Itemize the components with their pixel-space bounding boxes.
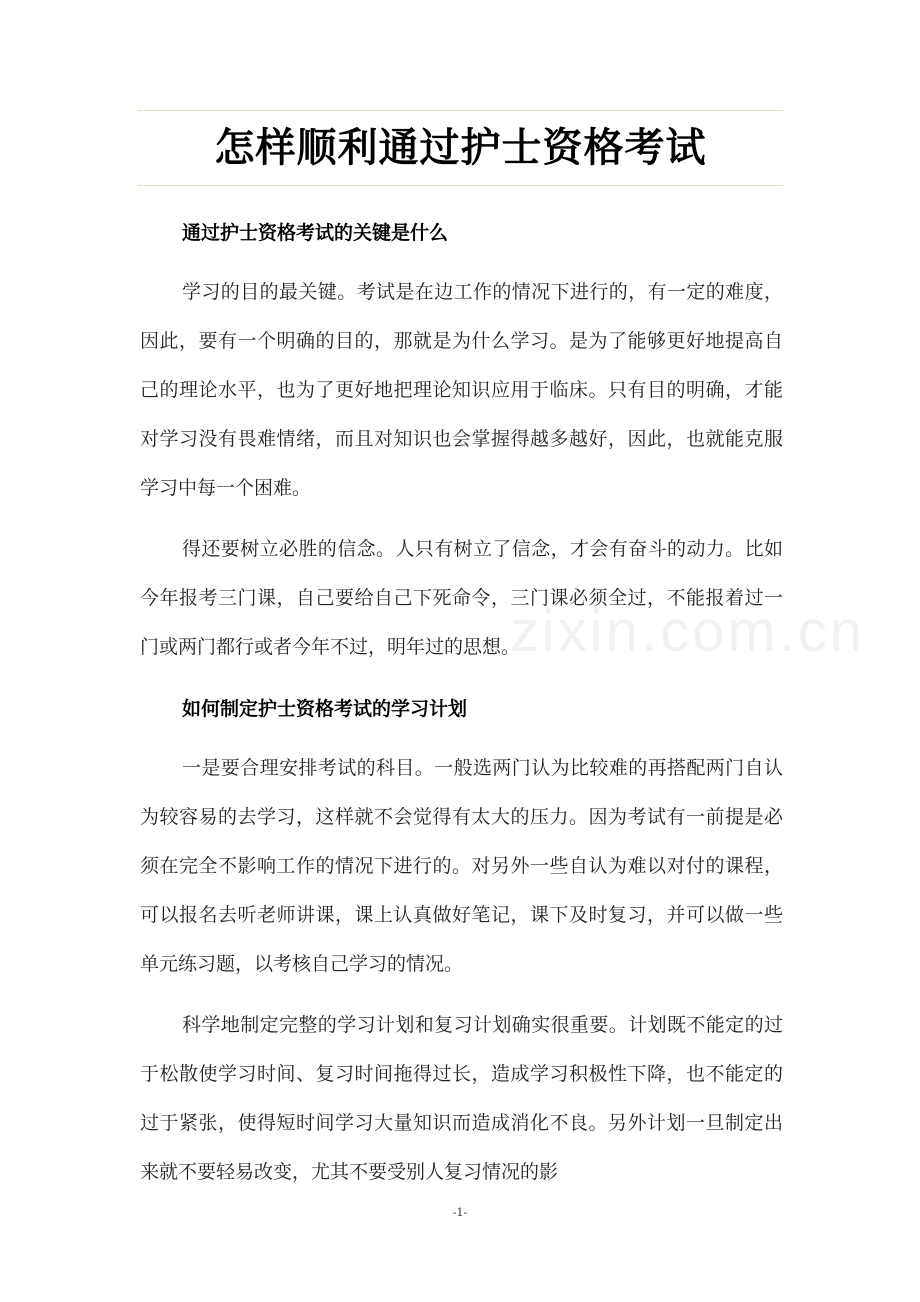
watermark: zixin.com.cn bbox=[510, 599, 866, 664]
paragraph: 学习的目的最关键。考试是在边工作的情况下进行的，有一定的难度，因此，要有一个明确的目的，那就是为什么学习。是为了能够更好地提高自己的理论水平，也为了更好地把理论知识应用于临床。只有目的明确，才能对学习没有畏难情绪，而且对知识也会掌握得越多越好，因此，也就能克服学习中每一个困难。 bbox=[140, 281, 783, 499]
paragraph: 一是要合理安排考试的科目。一般选两门认为比较难的再搭配两门自认为较容易的去学习，这样就不会觉得有太大的压力。因为考试有一前提是必须在完全不影响工作的情况下进行的。对另外一些自认为难以对付的课程，可以报名去听老师讲课，课上认真做好笔记，课下及时复习，并可以做一些单元练习题，以考核自己学习的情况。 bbox=[140, 757, 783, 975]
document-body bbox=[140, 208, 783, 1209]
paragraph: 得还要树立必胜的信念。人只有树立了信念，才会有奋斗的动力。比如今年报考三门课，自己要给自己下死命令，三门课必须全过，不能报着过一门或两门都行或者今年不过，明年过的思想。 bbox=[140, 538, 783, 658]
title-bottom-rule bbox=[138, 185, 783, 186]
title-top-rule bbox=[138, 110, 783, 111]
paragraph: 科学地制定完整的学习计划和复习计划确实很重要。计划既不能定的过于松散使学习时间、复习时间拖得过长，造成学习积极性下降，也不能定的过于紧张，使得短时间学习大量知识而造成消化不良。另外计划一旦制定出来就不要轻易改变，尤其不要受别人复习情况的影 bbox=[140, 1014, 783, 1183]
section-heading: 通过护士资格考试的关键是什么 bbox=[182, 222, 449, 244]
page-number: -1- bbox=[452, 1206, 468, 1219]
section-heading: 如何制定护士资格考试的学习计划 bbox=[182, 698, 468, 720]
document-title: 怎样顺利通过护士资格考试 bbox=[214, 124, 707, 171]
